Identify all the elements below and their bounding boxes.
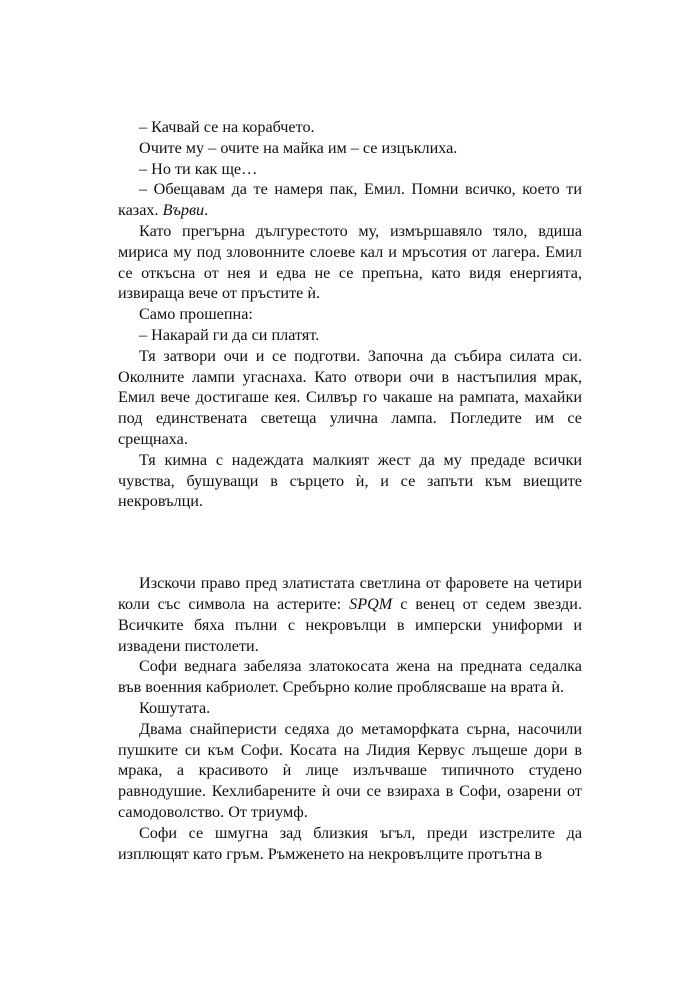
text-run: – Обещавам да те намеря пак, Емил. Помни всичко, което ти казах. [118,180,582,220]
italic-word: Върви [162,201,205,220]
paragraph: Софи веднага забеляза златокосата жена на предната седалка във военния кабриолет. Сребърно колие проблясваше на врата ѝ. [118,657,582,697]
paragraph: Тя затвори очи и се подготви. Започна да събира силата си. Околните лампи угаснаха. Като отвори очи в настъпилия мрак, Емил вече достигаше кея. Силвър го чакаше на рампата, махайки под единствената светеща улична лампа. Погледите им се срещнаха. [118,346,582,448]
text-run: . [204,201,209,220]
section-break [118,512,582,573]
paragraph [118,179,582,221]
book-page [118,117,582,864]
paragraph: – Но ти как ще… [139,159,258,178]
paragraph: – Качвай се на корабчето. [139,118,315,136]
paragraph: Като прегърна дългурестото му, измършавяло тяло, вдиша мириса му под зловонните слоеве кал и мръсотия от лагера. Емил се откъсна от нея и едва не се препъна, като видя енергията, извираща вече от пръстите ѝ. [118,221,582,303]
paragraph: Очите му – очите на майка им – се изцъклиха. [139,138,458,157]
text-run: с венец от седем звезди. Всичките бяха пълни с некровълци в имперски униформи и извадени пистолети. [118,594,582,655]
text-run: Изскочи право пред златистата светлина от фаровете на четири коли със символа на астерите: [118,574,582,613]
paragraph: Софи се шмугна зад близкия ъгъл, преди изстрелите да изплющят като гръм. Ръмженето на некровълците протътна в [118,823,582,863]
italic-word: SPQM [349,594,393,613]
paragraph: Само прошепна: [139,305,253,324]
paragraph: – Накарай ги да си платят. [139,325,320,344]
paragraph: Кошутата. [139,698,211,717]
paragraph [118,573,582,656]
paragraph: Тя кимна с надеждата малкият жест да му предаде всички чувства, бушуващи в сърцето ѝ, и се запъти към виещите некровълци. [118,450,582,511]
paragraph: Двама снайперисти седяха до метаморфката сърна, насочили пушките си към Софи. Косата на Лидия Кервус лъщеше дори в мрака, а красивото ѝ лице излъчваше типичното студено равнодушие. Кехлибарените ѝ очи се взираха в Софи, озарени от самодоволство. От триумф. [118,719,582,821]
